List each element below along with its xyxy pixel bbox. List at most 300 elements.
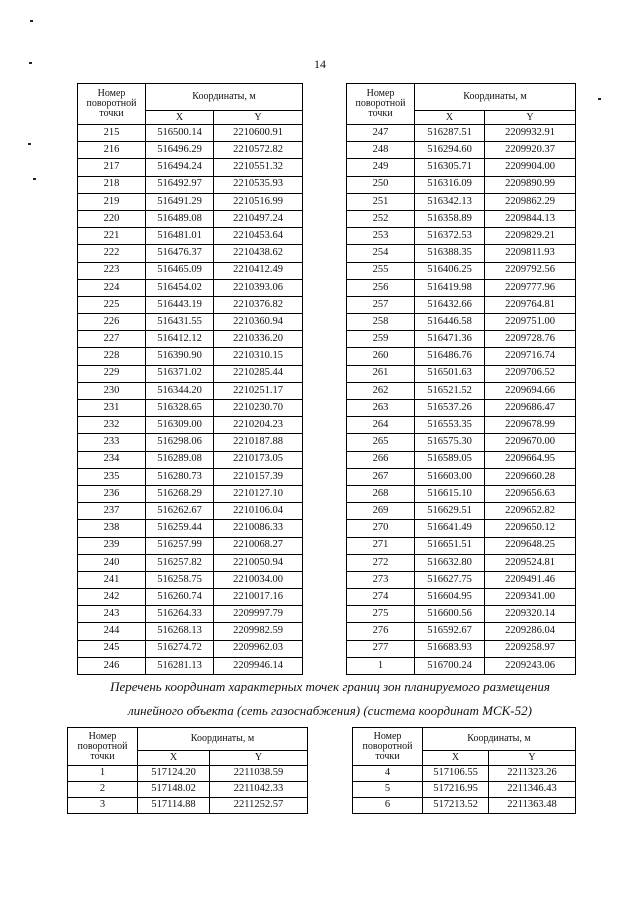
x-coordinate-cell: 516471.36 bbox=[415, 331, 485, 348]
table-row bbox=[78, 279, 303, 296]
table-row bbox=[78, 125, 303, 142]
x-coordinate-cell: 517148.02 bbox=[138, 782, 210, 798]
y-coordinate-cell: 2209862.29 bbox=[485, 193, 576, 210]
y-coordinate-cell: 2211346.43 bbox=[489, 782, 576, 798]
point-number-cell: 248 bbox=[347, 142, 415, 159]
y-coordinate-cell: 2209320.14 bbox=[485, 606, 576, 623]
y-coordinate-cell: 2210251.17 bbox=[214, 382, 303, 399]
table-row bbox=[347, 331, 576, 348]
x-coordinate-cell: 516268.13 bbox=[146, 623, 214, 640]
point-number-cell: 235 bbox=[78, 468, 146, 485]
table-row bbox=[78, 159, 303, 176]
point-number-cell: 5 bbox=[353, 782, 423, 798]
x-coordinate-cell: 516258.75 bbox=[146, 571, 214, 588]
x-coordinate-cell: 516683.93 bbox=[415, 640, 485, 657]
x-coordinate-cell: 516298.06 bbox=[146, 434, 214, 451]
point-number-cell: 240 bbox=[78, 554, 146, 571]
x-coordinate-cell: 517114.88 bbox=[138, 798, 210, 814]
table-row bbox=[78, 589, 303, 606]
table-row bbox=[347, 245, 576, 262]
point-number-cell: 272 bbox=[347, 554, 415, 571]
zone-coordinates-table-right bbox=[352, 727, 576, 814]
y-coordinate-cell: 2209648.25 bbox=[485, 537, 576, 554]
table-row bbox=[347, 485, 576, 502]
table-row bbox=[347, 382, 576, 399]
point-number-cell: 231 bbox=[78, 400, 146, 417]
table-row bbox=[347, 451, 576, 468]
point-number-cell: 261 bbox=[347, 365, 415, 382]
y-header: Y bbox=[489, 751, 576, 766]
x-coordinate-cell: 516486.76 bbox=[415, 348, 485, 365]
y-coordinate-cell: 2210230.70 bbox=[214, 400, 303, 417]
x-coordinate-cell: 516388.35 bbox=[415, 245, 485, 262]
table-row bbox=[347, 657, 576, 674]
point-number-cell: 266 bbox=[347, 451, 415, 468]
x-coordinate-cell: 516465.09 bbox=[146, 262, 214, 279]
y-coordinate-cell: 2209997.79 bbox=[214, 606, 303, 623]
point-number-cell: 276 bbox=[347, 623, 415, 640]
x-coordinate-cell: 516257.99 bbox=[146, 537, 214, 554]
x-coordinate-cell: 516651.51 bbox=[415, 537, 485, 554]
y-coordinate-cell: 2209982.59 bbox=[214, 623, 303, 640]
y-coordinate-cell: 2210438.62 bbox=[214, 245, 303, 262]
y-coordinate-cell: 2209811.93 bbox=[485, 245, 576, 262]
point-number-cell: 221 bbox=[78, 228, 146, 245]
y-header: Y bbox=[214, 111, 303, 125]
point-number-cell: 3 bbox=[68, 798, 138, 814]
x-coordinate-cell: 516280.73 bbox=[146, 468, 214, 485]
y-coordinate-cell: 2209524.81 bbox=[485, 554, 576, 571]
table-row bbox=[347, 571, 576, 588]
table-row bbox=[78, 296, 303, 313]
point-number-cell: 245 bbox=[78, 640, 146, 657]
y-coordinate-cell: 2210376.82 bbox=[214, 296, 303, 313]
point-number-cell: 1 bbox=[347, 657, 415, 674]
point-number-cell: 257 bbox=[347, 296, 415, 313]
y-coordinate-cell: 2210068.27 bbox=[214, 537, 303, 554]
table-row bbox=[78, 554, 303, 571]
x-coordinate-cell: 516575.30 bbox=[415, 434, 485, 451]
point-number-cell: 268 bbox=[347, 485, 415, 502]
y-coordinate-cell: 2210600.91 bbox=[214, 125, 303, 142]
point-number-cell: 274 bbox=[347, 589, 415, 606]
table-row bbox=[78, 228, 303, 245]
table-row bbox=[68, 766, 308, 782]
table-row bbox=[347, 210, 576, 227]
y-coordinate-cell: 2210034.00 bbox=[214, 571, 303, 588]
x-coordinate-cell: 516260.74 bbox=[146, 589, 214, 606]
x-coordinate-cell: 516521.52 bbox=[415, 382, 485, 399]
x-coordinate-cell: 516371.02 bbox=[146, 365, 214, 382]
x-coordinate-cell: 516481.01 bbox=[146, 228, 214, 245]
table-row bbox=[68, 782, 308, 798]
table-row bbox=[347, 417, 576, 434]
x-coordinate-cell: 516316.09 bbox=[415, 176, 485, 193]
point-number-cell: 225 bbox=[78, 296, 146, 313]
x-header: X bbox=[423, 751, 489, 766]
table-row bbox=[347, 314, 576, 331]
table-row bbox=[78, 606, 303, 623]
coordinates-table-left bbox=[77, 83, 303, 675]
scan-speck bbox=[28, 143, 31, 145]
zone-coordinates-table-left bbox=[67, 727, 308, 814]
point-number-cell: 241 bbox=[78, 571, 146, 588]
table-row bbox=[347, 520, 576, 537]
table-row bbox=[78, 520, 303, 537]
table-row bbox=[353, 766, 576, 782]
scan-speck bbox=[598, 98, 601, 100]
x-coordinate-cell: 517213.52 bbox=[423, 798, 489, 814]
table-row bbox=[78, 434, 303, 451]
table-row bbox=[78, 468, 303, 485]
x-coordinate-cell: 516358.89 bbox=[415, 210, 485, 227]
y-coordinate-cell: 2209243.06 bbox=[485, 657, 576, 674]
y-coordinate-cell: 2209920.37 bbox=[485, 142, 576, 159]
x-coordinate-cell: 516274.72 bbox=[146, 640, 214, 657]
table-row bbox=[347, 400, 576, 417]
point-number-cell: 263 bbox=[347, 400, 415, 417]
y-coordinate-cell: 2211363.48 bbox=[489, 798, 576, 814]
table-row bbox=[78, 245, 303, 262]
x-coordinate-cell: 516600.56 bbox=[415, 606, 485, 623]
table-row bbox=[78, 623, 303, 640]
point-number-cell: 222 bbox=[78, 245, 146, 262]
y-coordinate-cell: 2210106.04 bbox=[214, 503, 303, 520]
point-number-cell: 234 bbox=[78, 451, 146, 468]
table-row bbox=[347, 554, 576, 571]
point-number-cell: 256 bbox=[347, 279, 415, 296]
point-number-cell: 275 bbox=[347, 606, 415, 623]
point-number-cell: 6 bbox=[353, 798, 423, 814]
x-header: X bbox=[146, 111, 214, 125]
table-row bbox=[347, 176, 576, 193]
point-number-cell: 230 bbox=[78, 382, 146, 399]
x-coordinate-cell: 516443.19 bbox=[146, 296, 214, 313]
point-number-cell: 227 bbox=[78, 331, 146, 348]
point-number-cell: 251 bbox=[347, 193, 415, 210]
point-number-cell: 232 bbox=[78, 417, 146, 434]
point-number-cell: 254 bbox=[347, 245, 415, 262]
table-row bbox=[78, 382, 303, 399]
x-coordinate-cell: 516419.98 bbox=[415, 279, 485, 296]
table-row bbox=[78, 417, 303, 434]
x-coordinate-cell: 516432.66 bbox=[415, 296, 485, 313]
table-row bbox=[347, 468, 576, 485]
x-coordinate-cell: 516446.58 bbox=[415, 314, 485, 331]
x-coordinate-cell: 516500.14 bbox=[146, 125, 214, 142]
y-coordinate-cell: 2210551.32 bbox=[214, 159, 303, 176]
y-coordinate-cell: 2211252.57 bbox=[210, 798, 308, 814]
point-number-cell: 4 bbox=[353, 766, 423, 782]
x-coordinate-cell: 516294.60 bbox=[415, 142, 485, 159]
y-coordinate-cell: 2210127.10 bbox=[214, 485, 303, 502]
point-number-cell: 243 bbox=[78, 606, 146, 623]
point-number-cell: 1 bbox=[68, 766, 138, 782]
point-number-cell: 237 bbox=[78, 503, 146, 520]
x-coordinate-cell: 516700.24 bbox=[415, 657, 485, 674]
y-coordinate-cell: 2209650.12 bbox=[485, 520, 576, 537]
point-number-cell: 219 bbox=[78, 193, 146, 210]
x-coordinate-cell: 516491.29 bbox=[146, 193, 214, 210]
x-coordinate-cell: 516641.49 bbox=[415, 520, 485, 537]
point-number-cell: 216 bbox=[78, 142, 146, 159]
point-number-cell: 273 bbox=[347, 571, 415, 588]
x-coordinate-cell: 516264.33 bbox=[146, 606, 214, 623]
table-row bbox=[347, 159, 576, 176]
table-row bbox=[347, 348, 576, 365]
x-coordinate-cell: 516604.95 bbox=[415, 589, 485, 606]
table-row bbox=[78, 193, 303, 210]
point-number-cell: 233 bbox=[78, 434, 146, 451]
point-number-cell: 265 bbox=[347, 434, 415, 451]
x-header: X bbox=[138, 751, 210, 766]
table-row bbox=[78, 348, 303, 365]
point-number-header: Номер поворотной точки bbox=[68, 728, 138, 766]
section-caption-line-1: Перечень координат характерных точек границ зон планируемого размещения bbox=[110, 679, 550, 694]
table-row bbox=[347, 262, 576, 279]
scan-speck bbox=[33, 178, 36, 180]
x-coordinate-cell: 516603.00 bbox=[415, 468, 485, 485]
x-coordinate-cell: 516537.26 bbox=[415, 400, 485, 417]
point-number-cell: 217 bbox=[78, 159, 146, 176]
y-coordinate-cell: 2209341.00 bbox=[485, 589, 576, 606]
y-coordinate-cell: 2210187.88 bbox=[214, 434, 303, 451]
x-coordinate-cell: 516257.82 bbox=[146, 554, 214, 571]
y-coordinate-cell: 2209670.00 bbox=[485, 434, 576, 451]
y-coordinate-cell: 2210393.06 bbox=[214, 279, 303, 296]
point-number-cell: 264 bbox=[347, 417, 415, 434]
x-coordinate-cell: 517124.20 bbox=[138, 766, 210, 782]
y-coordinate-cell: 2210360.94 bbox=[214, 314, 303, 331]
coordinates-header: Координаты, м bbox=[138, 728, 308, 751]
point-number-cell: 253 bbox=[347, 228, 415, 245]
table-row bbox=[347, 640, 576, 657]
point-number-cell: 277 bbox=[347, 640, 415, 657]
y-coordinate-cell: 2209904.00 bbox=[485, 159, 576, 176]
y-coordinate-cell: 2209660.28 bbox=[485, 468, 576, 485]
table-row bbox=[78, 657, 303, 674]
point-number-cell: 246 bbox=[78, 657, 146, 674]
point-number-cell: 220 bbox=[78, 210, 146, 227]
table-row bbox=[78, 331, 303, 348]
y-coordinate-cell: 2209946.14 bbox=[214, 657, 303, 674]
x-coordinate-cell: 516309.00 bbox=[146, 417, 214, 434]
y-coordinate-cell: 2210017.16 bbox=[214, 589, 303, 606]
y-coordinate-cell: 2210310.15 bbox=[214, 348, 303, 365]
point-number-cell: 249 bbox=[347, 159, 415, 176]
y-coordinate-cell: 2209764.81 bbox=[485, 296, 576, 313]
table-row bbox=[347, 279, 576, 296]
y-coordinate-cell: 2210050.94 bbox=[214, 554, 303, 571]
x-coordinate-cell: 516476.37 bbox=[146, 245, 214, 262]
table-row bbox=[78, 537, 303, 554]
y-coordinate-cell: 2210285.44 bbox=[214, 365, 303, 382]
table-row bbox=[347, 296, 576, 313]
x-coordinate-cell: 516553.35 bbox=[415, 417, 485, 434]
table-row bbox=[347, 623, 576, 640]
x-coordinate-cell: 516259.44 bbox=[146, 520, 214, 537]
table-row bbox=[78, 503, 303, 520]
table-row bbox=[78, 640, 303, 657]
y-coordinate-cell: 2209706.52 bbox=[485, 365, 576, 382]
x-coordinate-cell: 516632.80 bbox=[415, 554, 485, 571]
point-number-header: Номер поворотной точки bbox=[347, 84, 415, 125]
table-row bbox=[78, 451, 303, 468]
y-coordinate-cell: 2210336.20 bbox=[214, 331, 303, 348]
point-number-cell: 228 bbox=[78, 348, 146, 365]
x-coordinate-cell: 516496.29 bbox=[146, 142, 214, 159]
table-row bbox=[78, 314, 303, 331]
y-coordinate-cell: 2209890.99 bbox=[485, 176, 576, 193]
scan-speck bbox=[29, 62, 32, 64]
point-number-cell: 255 bbox=[347, 262, 415, 279]
point-number-header: Номер поворотной точки bbox=[78, 84, 146, 125]
x-coordinate-cell: 516492.97 bbox=[146, 176, 214, 193]
y-coordinate-cell: 2209962.03 bbox=[214, 640, 303, 657]
point-number-cell: 229 bbox=[78, 365, 146, 382]
y-coordinate-cell: 2209844.13 bbox=[485, 210, 576, 227]
table-row bbox=[78, 176, 303, 193]
coordinates-header: Координаты, м bbox=[423, 728, 576, 751]
x-coordinate-cell: 516328.65 bbox=[146, 400, 214, 417]
table-row bbox=[347, 537, 576, 554]
x-coordinate-cell: 516406.25 bbox=[415, 262, 485, 279]
x-coordinate-cell: 516592.67 bbox=[415, 623, 485, 640]
page-number: 14 bbox=[314, 57, 326, 71]
coordinates-header: Координаты, м bbox=[146, 84, 303, 111]
y-coordinate-cell: 2209932.91 bbox=[485, 125, 576, 142]
x-coordinate-cell: 516262.67 bbox=[146, 503, 214, 520]
y-coordinate-cell: 2210497.24 bbox=[214, 210, 303, 227]
y-coordinate-cell: 2209286.04 bbox=[485, 623, 576, 640]
x-coordinate-cell: 516412.12 bbox=[146, 331, 214, 348]
y-coordinate-cell: 2209728.76 bbox=[485, 331, 576, 348]
y-coordinate-cell: 2210535.93 bbox=[214, 176, 303, 193]
table-row bbox=[347, 142, 576, 159]
y-coordinate-cell: 2210412.49 bbox=[214, 262, 303, 279]
section-caption-line-2: линейного объекта (сеть газоснабжения) (система координат МСК-52) bbox=[128, 703, 532, 718]
table-row bbox=[347, 193, 576, 210]
table-row bbox=[78, 485, 303, 502]
x-coordinate-cell: 516287.51 bbox=[415, 125, 485, 142]
point-number-cell: 236 bbox=[78, 485, 146, 502]
x-coordinate-cell: 516390.90 bbox=[146, 348, 214, 365]
x-coordinate-cell: 516589.05 bbox=[415, 451, 485, 468]
y-coordinate-cell: 2210516.99 bbox=[214, 193, 303, 210]
x-coordinate-cell: 516281.13 bbox=[146, 657, 214, 674]
x-coordinate-cell: 516629.51 bbox=[415, 503, 485, 520]
y-coordinate-cell: 2209777.96 bbox=[485, 279, 576, 296]
point-number-cell: 258 bbox=[347, 314, 415, 331]
point-number-cell: 215 bbox=[78, 125, 146, 142]
table-row bbox=[347, 589, 576, 606]
y-coordinate-cell: 2209792.56 bbox=[485, 262, 576, 279]
y-coordinate-cell: 2209829.21 bbox=[485, 228, 576, 245]
y-coordinate-cell: 2209491.46 bbox=[485, 571, 576, 588]
y-coordinate-cell: 2209716.74 bbox=[485, 348, 576, 365]
point-number-cell: 224 bbox=[78, 279, 146, 296]
table-row bbox=[347, 606, 576, 623]
y-coordinate-cell: 2210204.23 bbox=[214, 417, 303, 434]
x-coordinate-cell: 516489.08 bbox=[146, 210, 214, 227]
point-number-cell: 250 bbox=[347, 176, 415, 193]
point-number-cell: 267 bbox=[347, 468, 415, 485]
point-number-cell: 2 bbox=[68, 782, 138, 798]
x-coordinate-cell: 516305.71 bbox=[415, 159, 485, 176]
point-number-cell: 223 bbox=[78, 262, 146, 279]
x-coordinate-cell: 516342.13 bbox=[415, 193, 485, 210]
table-row bbox=[353, 798, 576, 814]
point-number-cell: 269 bbox=[347, 503, 415, 520]
point-number-cell: 239 bbox=[78, 537, 146, 554]
point-number-cell: 238 bbox=[78, 520, 146, 537]
y-coordinate-cell: 2209694.66 bbox=[485, 382, 576, 399]
y-coordinate-cell: 2211042.33 bbox=[210, 782, 308, 798]
y-header: Y bbox=[485, 111, 576, 125]
point-number-header: Номер поворотной точки bbox=[353, 728, 423, 766]
x-coordinate-cell: 516372.53 bbox=[415, 228, 485, 245]
table-row bbox=[353, 782, 576, 798]
table-row bbox=[68, 798, 308, 814]
y-coordinate-cell: 2209652.82 bbox=[485, 503, 576, 520]
point-number-cell: 252 bbox=[347, 210, 415, 227]
table-row bbox=[78, 365, 303, 382]
point-number-cell: 242 bbox=[78, 589, 146, 606]
x-coordinate-cell: 516615.10 bbox=[415, 485, 485, 502]
point-number-cell: 247 bbox=[347, 125, 415, 142]
point-number-cell: 244 bbox=[78, 623, 146, 640]
table-row bbox=[78, 262, 303, 279]
point-number-cell: 270 bbox=[347, 520, 415, 537]
table-row bbox=[78, 142, 303, 159]
x-coordinate-cell: 516501.63 bbox=[415, 365, 485, 382]
y-coordinate-cell: 2209656.63 bbox=[485, 485, 576, 502]
y-coordinate-cell: 2211323.26 bbox=[489, 766, 576, 782]
x-coordinate-cell: 516627.75 bbox=[415, 571, 485, 588]
table-row bbox=[347, 228, 576, 245]
x-coordinate-cell: 516494.24 bbox=[146, 159, 214, 176]
y-coordinate-cell: 2210572.82 bbox=[214, 142, 303, 159]
x-coordinate-cell: 516431.55 bbox=[146, 314, 214, 331]
y-coordinate-cell: 2211038.59 bbox=[210, 766, 308, 782]
y-coordinate-cell: 2209686.47 bbox=[485, 400, 576, 417]
y-coordinate-cell: 2210157.39 bbox=[214, 468, 303, 485]
y-coordinate-cell: 2209664.95 bbox=[485, 451, 576, 468]
point-number-cell: 259 bbox=[347, 331, 415, 348]
table-row bbox=[78, 400, 303, 417]
x-coordinate-cell: 517106.55 bbox=[423, 766, 489, 782]
point-number-cell: 218 bbox=[78, 176, 146, 193]
table-row bbox=[347, 125, 576, 142]
y-coordinate-cell: 2209258.97 bbox=[485, 640, 576, 657]
table-row bbox=[347, 434, 576, 451]
x-header: X bbox=[415, 111, 485, 125]
coordinates-table-right bbox=[346, 83, 576, 675]
table-row bbox=[347, 503, 576, 520]
scan-speck bbox=[30, 20, 33, 22]
y-coordinate-cell: 2209678.99 bbox=[485, 417, 576, 434]
y-header: Y bbox=[210, 751, 308, 766]
x-coordinate-cell: 517216.95 bbox=[423, 782, 489, 798]
table-row bbox=[347, 365, 576, 382]
y-coordinate-cell: 2210173.05 bbox=[214, 451, 303, 468]
point-number-cell: 226 bbox=[78, 314, 146, 331]
y-coordinate-cell: 2209751.00 bbox=[485, 314, 576, 331]
point-number-cell: 262 bbox=[347, 382, 415, 399]
x-coordinate-cell: 516268.29 bbox=[146, 485, 214, 502]
coordinates-header: Координаты, м bbox=[415, 84, 576, 111]
x-coordinate-cell: 516454.02 bbox=[146, 279, 214, 296]
